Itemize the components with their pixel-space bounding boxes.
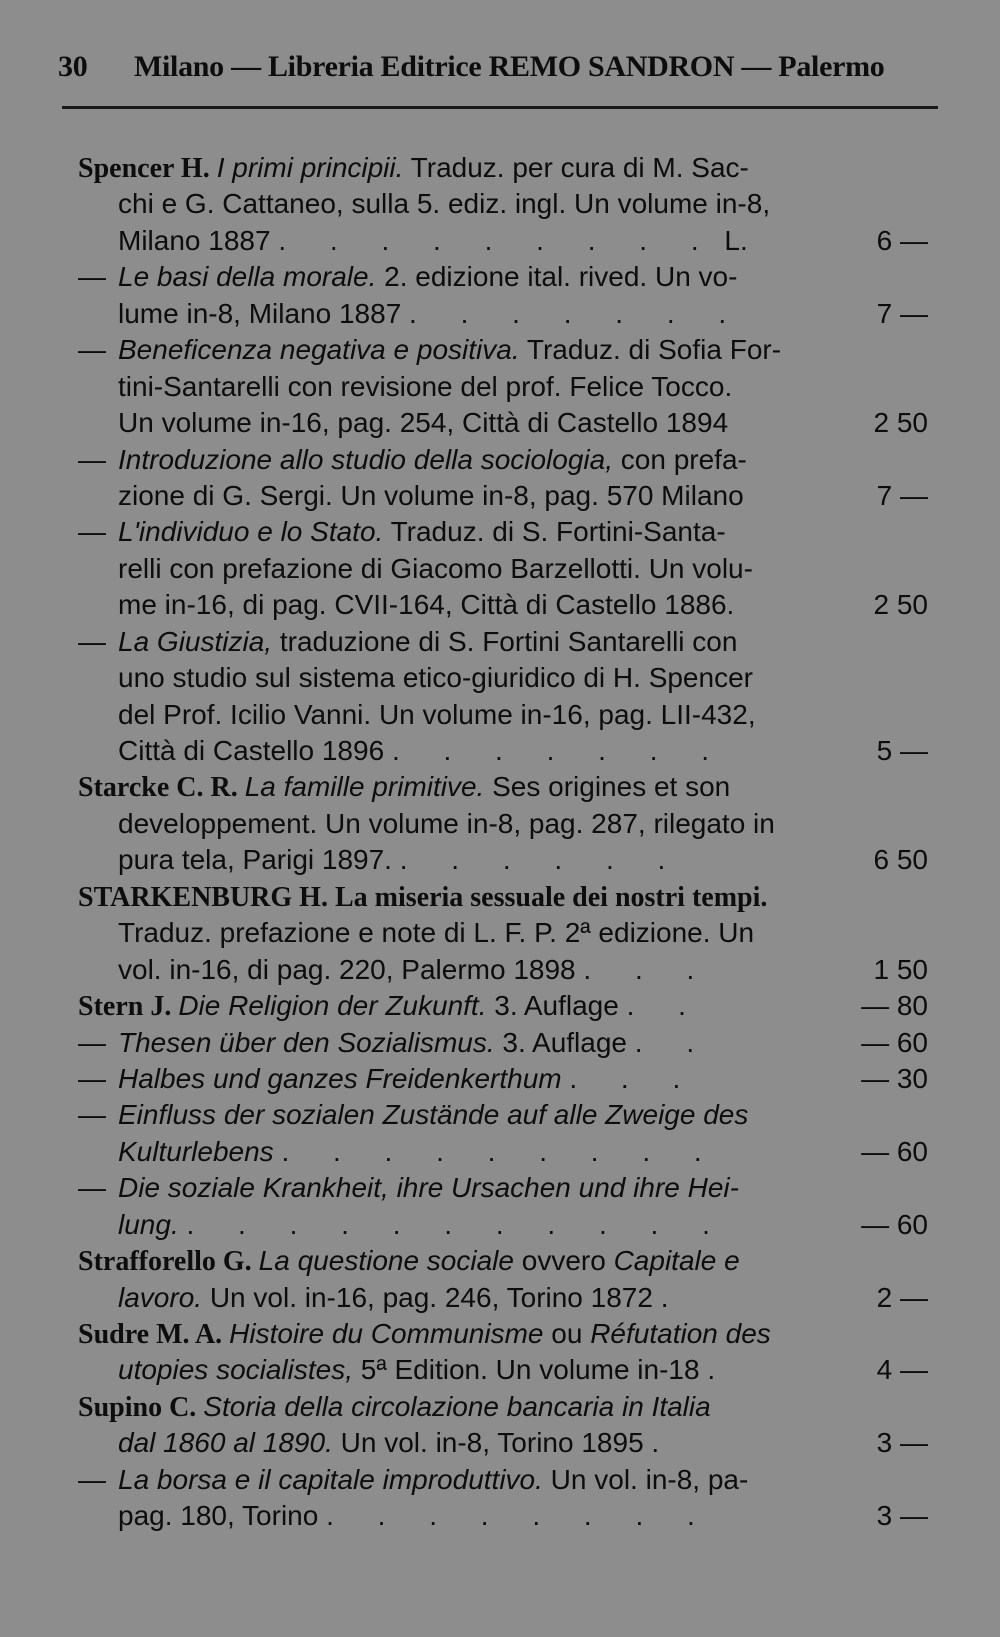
- entry-line: [0, 733, 1000, 769]
- entry-text: [118, 1170, 739, 1206]
- entry-detail: 3. Auflage: [494, 1026, 635, 1058]
- leader-dots: . . . . . . . .: [326, 1500, 713, 1532]
- entry-text: [118, 223, 748, 259]
- entry-line: [0, 1243, 1000, 1279]
- catalog-entry: [0, 259, 1000, 332]
- entry-text: [118, 442, 747, 478]
- price: 2 50: [873, 589, 928, 621]
- entry-detail: Ses origines et son: [484, 771, 731, 803]
- book-title: dal 1860 al 1890.: [118, 1427, 333, 1459]
- catalog-entry: [0, 514, 1000, 623]
- leader-dots: . . . . . . . . .: [278, 224, 717, 256]
- entry-line: [0, 1280, 1000, 1316]
- price: — 80: [861, 990, 928, 1022]
- price: — 60: [861, 1135, 928, 1167]
- entry-line: [0, 952, 1000, 988]
- entry-text: [118, 551, 753, 587]
- entry-detail: Traduz. prefazione e note di L. F. P. 2ª edizione. Un: [118, 917, 755, 949]
- author-name: Strafforello G.: [78, 1246, 259, 1278]
- book-title: Storia della circolazione bancaria in Italia: [203, 1390, 711, 1422]
- price: 7 —: [876, 297, 928, 329]
- entry-detail: me in-16, di pag. CVII-164, Città di Castello 1886.: [118, 589, 735, 621]
- entry-line: [0, 223, 1000, 259]
- entry-line: [0, 1425, 1000, 1461]
- leader-dots: . . . . . . .: [391, 735, 728, 766]
- entry-line: [0, 1170, 1000, 1206]
- entry-detail: 5ª Edition. Un volume in-18 .: [353, 1354, 716, 1386]
- entry-text: [118, 405, 728, 441]
- ditto-dash: —: [78, 1062, 106, 1094]
- entry-text: [118, 915, 754, 951]
- entry-line: [0, 624, 1000, 660]
- entry-line: [0, 806, 1000, 842]
- leader-dots: . .: [634, 1026, 713, 1058]
- book-title: Histoire du Communisme: [229, 1318, 544, 1349]
- book-title: lung.: [118, 1208, 179, 1240]
- entry-line: [0, 587, 1000, 623]
- entry-detail: 3. Auflage: [486, 990, 627, 1022]
- entry-text: [118, 1097, 748, 1133]
- entry-detail: Milano 1887: [118, 224, 279, 256]
- author-name: Starcke C. R.: [78, 772, 245, 804]
- book-title: Beneficenza negativa e positiva.: [118, 334, 520, 366]
- price: 4 —: [876, 1354, 928, 1386]
- ditto-dash: —: [78, 1026, 106, 1058]
- author-name: Spencer H.: [78, 153, 217, 184]
- running-title: Milano — Libreria Editrice REMO SANDRON — Palermo: [134, 50, 885, 83]
- leader-dots: . . . . . . .: [409, 297, 745, 329]
- book-title: Die Religion der Zukunft.: [178, 990, 487, 1022]
- entry-text: [78, 1389, 711, 1426]
- leader-dots: . . . . . .: [399, 844, 684, 876]
- entry-text: [118, 660, 753, 696]
- book-title: La famille primitive.: [244, 771, 485, 803]
- leader-dots: . . . . . . . . .: [281, 1135, 720, 1167]
- catalog-entry: [0, 1025, 1000, 1061]
- entry-text: [118, 296, 744, 332]
- entry-text: [118, 697, 756, 733]
- entry-line: [0, 1389, 1000, 1425]
- book-title: Réfutation des: [590, 1318, 771, 1349]
- book-title: La borsa e il capitale improduttivo.: [118, 1463, 543, 1495]
- book-title: La Giustizia,: [118, 625, 273, 657]
- entry-text: [118, 1280, 687, 1316]
- book-title: Die soziale Krankheit, ihre Ursachen und ihre Hei-: [118, 1172, 739, 1204]
- entry-line: [0, 1462, 1000, 1498]
- entry-text: [118, 1498, 713, 1534]
- entry-line: [0, 1061, 1000, 1097]
- catalog-entry: [0, 1097, 1000, 1170]
- entry-line: [0, 879, 1000, 915]
- entry-detail: pag. 180, Torino: [118, 1500, 327, 1532]
- ditto-dash: —: [78, 261, 106, 293]
- page-header: [58, 50, 932, 90]
- catalog-entry: [0, 442, 1000, 515]
- entry-text: [118, 733, 727, 769]
- catalog-entry: [0, 624, 1000, 770]
- ditto-dash: —: [78, 334, 106, 366]
- entry-text: [118, 1207, 728, 1243]
- entry-detail: Traduz. di S. Fortini-Santa-: [383, 516, 726, 548]
- entry-line: [0, 369, 1000, 405]
- entry-detail: vol. in-16, di pag. 220, Palermo 1898: [118, 953, 584, 985]
- ditto-dash: —: [78, 625, 106, 657]
- author-name: Supino C.: [78, 1391, 204, 1423]
- ditto-dash: —: [78, 1172, 106, 1204]
- entry-text: [118, 952, 712, 988]
- catalog-entry: [0, 879, 1000, 988]
- book-title: lavoro.: [118, 1281, 203, 1313]
- entry-text: [118, 1352, 715, 1388]
- price: 6 50: [873, 844, 928, 876]
- entry-text: [78, 769, 730, 806]
- entry-detail: [179, 1209, 187, 1240]
- price: — 30: [861, 1062, 928, 1094]
- entry-line: [0, 1352, 1000, 1388]
- entry-text: [118, 332, 781, 368]
- entry-line: [0, 842, 1000, 878]
- entry-detail: uno studio sul sistema etico-giuridico di H. Spencer: [118, 662, 753, 694]
- entry-detail: Un volume in-16, pag. 254, Città di Castello 1894: [118, 407, 729, 439]
- catalog-entry: [0, 1061, 1000, 1097]
- entry-detail: relli con prefazione di Giacomo Barzellotti. Un volu-: [118, 552, 753, 584]
- entry-line: [0, 697, 1000, 733]
- entry-line: [0, 332, 1000, 368]
- entry-text: [78, 988, 704, 1025]
- entry-line: [0, 478, 1000, 514]
- entry-detail: Città di Castello 1896: [118, 735, 392, 766]
- entry-detail: Traduz. di Sofia For-: [519, 334, 782, 366]
- leader-dots: . .: [626, 990, 704, 1022]
- entry-detail: Traduz. per cura di M. Sac-: [403, 152, 749, 183]
- entry-text: [78, 150, 749, 187]
- entry-text: [78, 1316, 771, 1353]
- entry-text: [118, 1134, 720, 1170]
- catalog-entry: [0, 769, 1000, 878]
- book-title: L'individuo e lo Stato.: [118, 516, 384, 548]
- entry-line: [0, 442, 1000, 478]
- book-title: utopies socialistes,: [118, 1354, 354, 1386]
- price: 3 —: [876, 1427, 928, 1459]
- entry-detail: traduzione di S. Fortini Santarelli con: [272, 625, 738, 657]
- entry-text: [118, 1061, 698, 1097]
- entry-line: [0, 1498, 1000, 1534]
- entry-text: [118, 1425, 677, 1461]
- entry-detail: Un vol. in-8, pa-: [542, 1463, 749, 1495]
- price: 3 —: [876, 1500, 928, 1532]
- leader-dots: . . . . . . . . . . .: [186, 1208, 728, 1240]
- leader-dots: .: [651, 1427, 678, 1459]
- entry-line: [0, 296, 1000, 332]
- price: 2 50: [873, 407, 928, 439]
- entry-text: [118, 806, 775, 842]
- entry-line: [0, 1207, 1000, 1243]
- catalog-entry: [0, 1170, 1000, 1243]
- entry-detail: zione di G. Sergi. Un volume in-8, pag. 570 Milano: [118, 479, 744, 511]
- price: 5 —: [876, 735, 928, 766]
- entry-line: [0, 551, 1000, 587]
- catalog-entry: [0, 1243, 1000, 1316]
- entry-text: [118, 369, 732, 405]
- price: — 60: [861, 1026, 928, 1058]
- entry-detail: L.: [716, 224, 748, 256]
- author-name: Sudre M. A.: [78, 1319, 230, 1350]
- ditto-dash: —: [78, 516, 106, 548]
- entry-detail: chi e G. Cattaneo, sulla 5. ediz. ingl. Un volume in-8,: [118, 188, 771, 220]
- book-title: Le basi della morale.: [118, 261, 377, 293]
- catalog-entries: [0, 150, 1000, 1535]
- entry-text: [118, 186, 770, 222]
- price: 2 —: [876, 1281, 928, 1313]
- catalog-entry: [0, 332, 1000, 441]
- entry-line: [0, 514, 1000, 550]
- book-title: Introduzione allo studio della sociologia,: [118, 443, 613, 475]
- catalog-entry: [0, 1316, 1000, 1389]
- entry-line: [0, 1134, 1000, 1170]
- book-title: Capitale e: [613, 1245, 740, 1277]
- entry-detail: lume in-8, Milano 1887: [118, 297, 410, 329]
- leader-dots: . . .: [583, 953, 713, 985]
- book-title: Einfluss der sozialen Zustände auf alle Zweige des: [118, 1099, 749, 1131]
- price: 7 —: [876, 479, 928, 511]
- entry-line: [0, 915, 1000, 951]
- ditto-dash: —: [78, 1099, 106, 1131]
- book-title: La questione sociale: [258, 1245, 514, 1277]
- entry-detail: ovvero: [513, 1245, 614, 1277]
- entry-detail: tini-Santarelli con revisione del prof. Felice Tocco.: [118, 370, 733, 402]
- entry-line: [0, 988, 1000, 1024]
- price: — 60: [861, 1208, 928, 1240]
- entry-text: [118, 514, 726, 550]
- entry-line: [0, 259, 1000, 295]
- entry-text: [118, 842, 683, 878]
- entry-text: [118, 1025, 712, 1061]
- entry-line: [0, 1316, 1000, 1352]
- page-number: 30: [58, 50, 88, 83]
- entry-text: [118, 624, 737, 660]
- leader-dots: .: [660, 1281, 687, 1313]
- entry-detail: con prefa-: [613, 443, 747, 475]
- book-title: Thesen über den Sozialismus.: [118, 1026, 495, 1058]
- entry-text: [118, 478, 744, 514]
- leader-dots: . . .: [569, 1062, 699, 1094]
- entry-detail: 2. edizione ital. rived. Un vo-: [376, 261, 738, 293]
- ditto-dash: —: [78, 1463, 106, 1495]
- entry-detail: developpement. Un volume in-8, pag. 287, rilegato in: [118, 807, 775, 839]
- entry-text: [78, 879, 767, 916]
- entry-line: [0, 1025, 1000, 1061]
- book-title: Kulturlebens: [118, 1135, 274, 1167]
- entry-text: [118, 1462, 748, 1498]
- book-title: Halbes und ganzes Freidenkerthum: [118, 1062, 562, 1094]
- price: 6 —: [876, 224, 928, 256]
- author-name: Stern J.: [78, 991, 179, 1023]
- entry-line: [0, 660, 1000, 696]
- catalog-entry: [0, 988, 1000, 1024]
- book-title: I primi principii.: [216, 152, 404, 183]
- entry-text: [118, 259, 737, 295]
- entry-text: [78, 1243, 740, 1280]
- entry-line: [0, 150, 1000, 186]
- catalog-entry: [0, 150, 1000, 259]
- entry-detail: ou: [543, 1318, 591, 1349]
- entry-detail: del Prof. Icilio Vanni. Un volume in-16, pag. LII-432,: [118, 698, 756, 730]
- entry-line: [0, 405, 1000, 441]
- catalog-entry: [0, 1462, 1000, 1535]
- ditto-dash: —: [78, 443, 106, 475]
- entry-detail: pura tela, Parigi 1897.: [118, 844, 400, 876]
- entry-detail: Un vol. in-16, pag. 246, Torino 1872: [202, 1281, 661, 1313]
- entry-line: [0, 769, 1000, 805]
- entry-line: [0, 1097, 1000, 1133]
- price: 1 50: [873, 953, 928, 985]
- header-rule: [62, 106, 938, 109]
- catalog-entry: [0, 1389, 1000, 1462]
- entry-line: [0, 186, 1000, 222]
- entry-text: [118, 587, 734, 623]
- author-name: STARKENBURG H. La miseria sessuale dei nostri tempi.: [78, 881, 768, 913]
- entry-detail: Un vol. in-8, Torino 1895: [332, 1427, 652, 1459]
